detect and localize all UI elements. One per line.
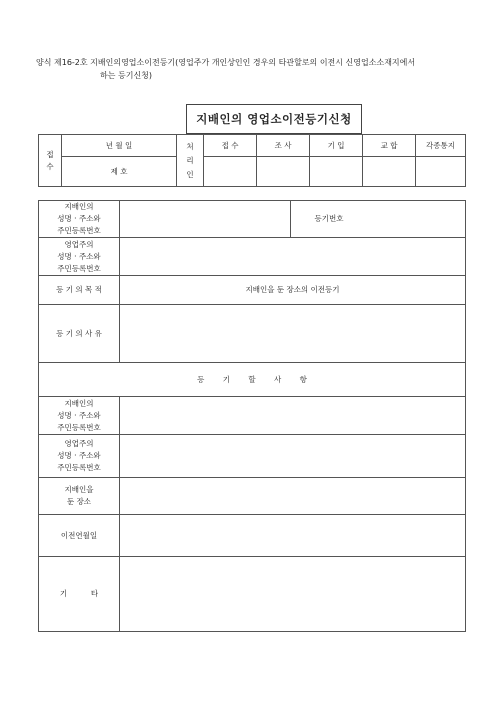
reason-field[interactable] [120, 305, 466, 363]
owner-label: 영업주의 성명 · 주소와 주민등록번호 [39, 238, 120, 276]
reg-no-field[interactable] [367, 201, 466, 238]
processor-label: 처 리 인 [177, 135, 204, 187]
reception-number-label: 제 호 [62, 157, 177, 187]
cell-notice[interactable] [416, 157, 466, 187]
form-title: 지배인의 영업소이전등기신청 [186, 104, 362, 134]
cell-entry[interactable] [310, 157, 363, 187]
s2-manager-label: 지배인의 성명 · 주소와 주민등록번호 [39, 397, 120, 435]
s2-date-field[interactable] [120, 515, 466, 557]
application-table [38, 200, 466, 632]
reception-table [38, 134, 466, 187]
reg-no-label: 등기번호 [291, 201, 368, 238]
reason-label: 등 기 의 사 유 [39, 305, 120, 363]
cell-verify[interactable] [363, 157, 416, 187]
s2-date-label: 이전연월일 [39, 515, 120, 557]
s2-other-field[interactable] [120, 557, 466, 632]
reception-label: 접 수 [39, 135, 62, 187]
s2-place-label: 지배인을 둔 장소 [39, 478, 120, 515]
s2-owner-field[interactable] [120, 435, 466, 478]
col-notice: 각종통지 [416, 135, 466, 157]
cell-review[interactable] [257, 157, 310, 187]
s2-owner-label: 영업주의 성명 · 주소와 주민등록번호 [39, 435, 120, 478]
col-verify: 교 합 [363, 135, 416, 157]
col-reception: 접 수 [204, 135, 257, 157]
col-entry: 기 입 [310, 135, 363, 157]
form-number-line-cont: 하는 등기신청) [100, 71, 153, 80]
purpose-value: 지배인을 둔 장소의 이전등기 [120, 276, 466, 305]
reception-date-label: 년 월 일 [62, 135, 177, 157]
section2-heading: 등 기 할 사 항 [39, 363, 466, 397]
s2-other-label: 기 타 [39, 557, 120, 632]
cell-reception[interactable] [204, 157, 257, 187]
col-review: 조 사 [257, 135, 310, 157]
manager-label: 지배인의 성명 · 주소와 주민등록번호 [39, 201, 120, 238]
s2-manager-field[interactable] [120, 397, 466, 435]
s2-place-field[interactable] [120, 478, 466, 515]
owner-field[interactable] [120, 238, 466, 276]
purpose-label: 등 기 의 목 적 [39, 276, 120, 305]
form-number-line: 양식 제16-2호 지배인의영업소이전등기(영업주가 개인상인인 경우의 타관할로의 이전시 신영업소소재지에서 [36, 58, 416, 67]
manager-field[interactable] [120, 201, 291, 238]
